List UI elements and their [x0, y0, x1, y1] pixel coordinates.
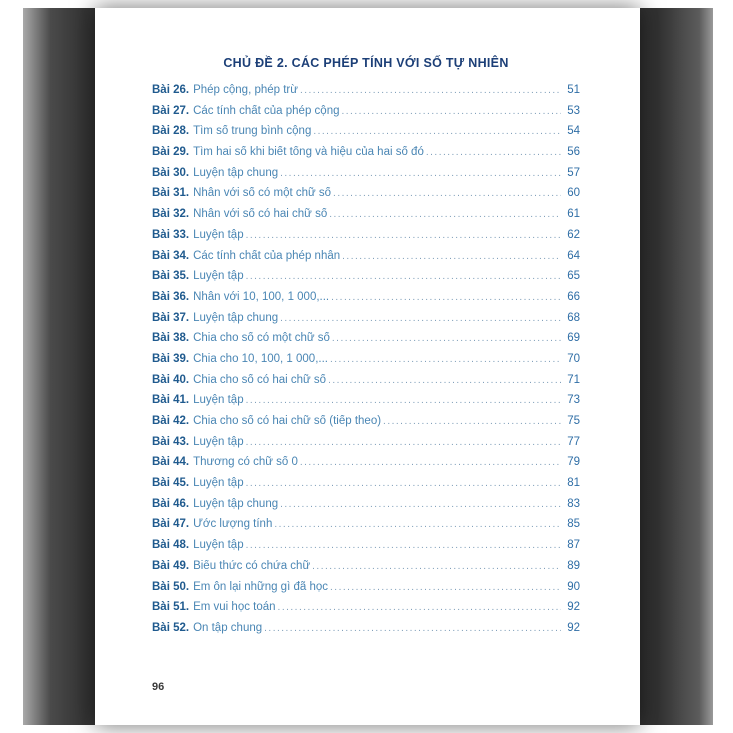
toc-entry: [152, 229, 580, 250]
toc-entry-page: 51: [567, 84, 580, 96]
toc-entry-label: Bài 31.: [152, 187, 190, 200]
dot-leader: [330, 354, 561, 365]
toc-entry-page: 69: [567, 332, 580, 345]
dot-leader: [312, 561, 561, 572]
toc-entry-page: 60: [567, 187, 580, 200]
toc-entry-title: Nhân với số có một chữ số: [193, 187, 332, 200]
toc-entry-label: Bài 36.: [152, 290, 190, 303]
toc-entry-title: Luyện tập chung: [193, 311, 279, 324]
toc-entry-label: Bài 30.: [152, 166, 190, 179]
toc-entry-page: 57: [567, 166, 580, 179]
toc-entry-label: Bài 27.: [152, 104, 190, 117]
toc-entry-title: Luyện tập: [193, 228, 244, 241]
toc-entry-title: Luyện tập: [193, 435, 244, 448]
dot-leader: [246, 540, 561, 551]
dot-leader: [331, 292, 561, 303]
toc-entry-page: 85: [567, 518, 580, 531]
toc-entry-label: Bài 51.: [152, 601, 190, 614]
toc-entry-label: Bài 26.: [152, 84, 190, 96]
toc-entry-title: Các tính chất của phép nhân: [193, 249, 341, 262]
toc-entry-title: Các tính chất của phép cộng: [193, 104, 340, 117]
toc-entry-page: 65: [567, 270, 580, 283]
toc-entry-title: Luyện tập: [193, 477, 244, 490]
toc-entry: [152, 539, 580, 560]
dot-leader: [274, 519, 561, 530]
dot-leader: [246, 395, 561, 406]
toc-entry-page: 79: [567, 456, 580, 469]
toc-entry-title: Ước lượng tính: [193, 518, 273, 531]
toc-entry-title: Thương có chữ số 0: [193, 456, 298, 469]
toc-entry-title: Phép cộng, phép trừ: [193, 84, 298, 96]
toc-entry-page: 90: [567, 580, 580, 593]
toc-entry-page: 81: [567, 477, 580, 490]
dot-leader: [330, 582, 561, 593]
toc-entry-title: Tìm hai số khi biết tổng và hiệu của hai số đó: [193, 146, 424, 159]
toc-entry-title: Luyện tập chung: [193, 497, 279, 510]
toc-entry-label: Bài 37.: [152, 311, 190, 324]
toc-entry: [152, 394, 580, 415]
toc-entry-title: Luyện tập: [193, 270, 244, 283]
toc-entry: [152, 560, 580, 581]
toc-entry-title: Luyện tập: [193, 394, 244, 407]
dot-leader: [278, 602, 561, 613]
toc-entry-title: Nhân với số có hai chữ số: [193, 208, 328, 221]
toc-entry: [152, 312, 580, 333]
toc-entry-page: 64: [567, 249, 580, 262]
toc-entry: [152, 167, 580, 188]
dot-leader: [280, 313, 561, 324]
toc-entry-label: Bài 46.: [152, 497, 190, 510]
toc-entry-title: Em ôn lại những gì đã học: [193, 580, 329, 593]
toc-entry-page: 92: [567, 601, 580, 614]
dot-leader: [329, 209, 561, 220]
toc-entry: [152, 353, 580, 374]
toc-entry: [152, 84, 580, 105]
toc-entry: [152, 374, 580, 395]
dot-leader: [280, 499, 561, 510]
toc-entry-page: 61: [567, 208, 580, 221]
dot-leader: [426, 147, 561, 158]
toc-entry-page: 87: [567, 539, 580, 552]
toc-entry: [152, 581, 580, 602]
toc-entry-page: 53: [567, 104, 580, 117]
toc-entry-label: Bài 47.: [152, 518, 190, 531]
toc-entry-page: 62: [567, 228, 580, 241]
page-number: 96: [152, 681, 165, 693]
toc-entry-label: Bài 39.: [152, 352, 190, 365]
toc-entry-label: Bài 41.: [152, 394, 190, 407]
toc-entry-title: Tìm số trung bình cộng: [193, 125, 312, 138]
toc-entry: [152, 415, 580, 436]
book-page: [95, 8, 640, 725]
toc-entry: [152, 291, 580, 312]
scan-backdrop: [23, 8, 713, 725]
toc-entry: [152, 601, 580, 622]
page-heading: CHỦ ĐỀ 2. CÁC PHÉP TÍNH VỚI SỐ TỰ NHIÊN: [223, 56, 509, 70]
toc-entry-page: 89: [567, 559, 580, 572]
dot-leader: [246, 230, 561, 241]
dot-leader: [300, 457, 561, 468]
toc-entry-label: Bài 42.: [152, 415, 190, 427]
toc-entry: [152, 622, 580, 643]
toc-entry-page: 68: [567, 311, 580, 324]
toc-entry-title: Chia cho số có hai chữ số: [193, 373, 327, 386]
dot-leader: [280, 168, 561, 179]
toc-entry-label: Bài 50.: [152, 580, 190, 593]
toc-entry: [152, 456, 580, 477]
toc-entry: [152, 187, 580, 208]
toc-entry-page: 75: [567, 415, 580, 427]
toc-entry: [152, 498, 580, 519]
toc-entry-page: 56: [567, 146, 580, 159]
toc-entry: [152, 250, 580, 271]
toc-entry-label: Bài 49.: [152, 559, 190, 572]
toc-entry: [152, 518, 580, 539]
dot-leader: [383, 416, 561, 427]
toc-entry-page: 83: [567, 497, 580, 510]
toc-entry-label: Bài 45.: [152, 477, 190, 490]
toc-entry-title: Ôn tập chung: [193, 621, 263, 634]
toc-entry-label: Bài 28.: [152, 125, 190, 138]
dot-leader: [313, 126, 561, 137]
dot-leader: [342, 251, 561, 262]
toc-entry: [152, 270, 580, 291]
dot-leader: [264, 623, 561, 634]
toc-entry-label: Bài 43.: [152, 435, 190, 448]
toc-entry-label: Bài 29.: [152, 146, 190, 159]
toc-entry-title: Biểu thức có chứa chữ: [193, 559, 311, 572]
toc-entry-page: 66: [567, 290, 580, 303]
toc-entry-title: Chia cho số có hai chữ số (tiếp theo): [193, 415, 382, 427]
toc-entry-label: Bài 52.: [152, 621, 190, 634]
toc-entry-page: 73: [567, 394, 580, 407]
toc-entry-title: Luyện tập: [193, 539, 244, 552]
toc-entry-title: Nhân với 10, 100, 1 000,...: [193, 290, 330, 303]
dot-leader: [328, 375, 561, 386]
dot-leader: [246, 478, 561, 489]
toc-entry-label: Bài 48.: [152, 539, 190, 552]
dot-leader: [332, 333, 561, 344]
toc-entry: [152, 105, 580, 126]
toc-entry-label: Bài 40.: [152, 373, 190, 386]
toc-entry: [152, 477, 580, 498]
toc-entry: [152, 146, 580, 167]
toc-entry-title: Chia cho số có một chữ số: [193, 332, 330, 345]
toc-entry-page: 92: [567, 621, 580, 634]
toc-entry-label: Bài 44.: [152, 456, 190, 469]
toc-entry-page: 77: [567, 435, 580, 448]
toc-entry-title: Luyện tập chung: [193, 166, 279, 179]
dot-leader: [300, 85, 561, 96]
dot-leader: [246, 271, 561, 282]
dot-leader: [341, 106, 561, 117]
toc-entry-page: 71: [567, 373, 580, 386]
toc-entry-title: Em vui học toán: [193, 601, 276, 614]
toc-entry: [152, 125, 580, 146]
toc-list: [152, 84, 580, 643]
toc-entry-label: Bài 32.: [152, 208, 190, 221]
toc-entry: [152, 208, 580, 229]
toc-entry: [152, 332, 580, 353]
toc-entry-page: 70: [567, 352, 580, 365]
dot-leader: [333, 188, 561, 199]
toc-entry-page: 54: [567, 125, 580, 138]
toc-entry-label: Bài 34.: [152, 249, 190, 262]
dot-leader: [246, 437, 561, 448]
toc-entry-label: Bài 38.: [152, 332, 190, 345]
toc-entry-label: Bài 35.: [152, 270, 190, 283]
toc-entry: [152, 436, 580, 457]
toc-entry-title: Chia cho 10, 100, 1 000,...: [193, 352, 328, 365]
toc-entry-label: Bài 33.: [152, 228, 190, 241]
